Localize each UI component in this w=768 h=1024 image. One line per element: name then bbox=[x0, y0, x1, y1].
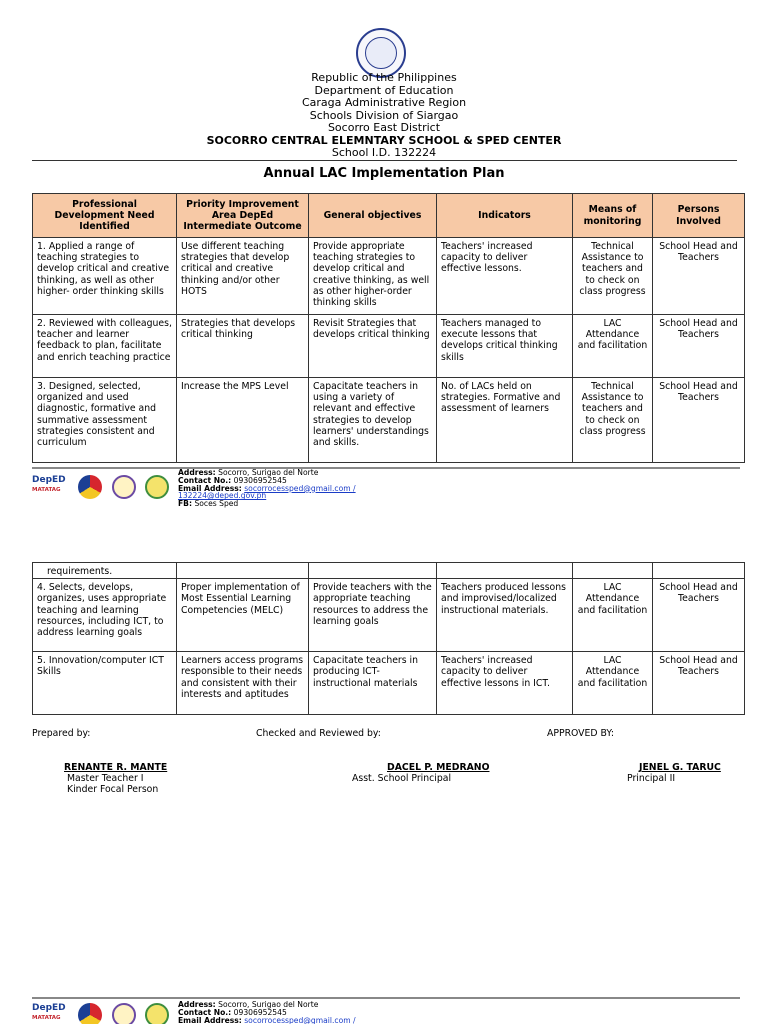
contact-label: Contact No.: bbox=[178, 475, 232, 485]
prepared-by-label: Prepared by: bbox=[32, 728, 91, 739]
cell-indicator: Teachers produced lessons and improvised/localized instructional materials. bbox=[437, 579, 573, 652]
cell-priority: Learners access programs responsible to their needs and consistent with their interests and aptitudes bbox=[177, 652, 309, 715]
page-footer bbox=[32, 467, 740, 513]
cell-monitoring: Technical Assistance to teachers and to check on class progress bbox=[573, 378, 653, 463]
cell-indicator: Teachers' increased capacity to deliver effective lessons in ICT. bbox=[437, 652, 573, 715]
header-line-republic: Republic of the Philippines bbox=[311, 71, 457, 84]
reviewer-block bbox=[352, 762, 489, 784]
contact-block bbox=[178, 469, 356, 508]
address-label: Address: bbox=[178, 468, 216, 477]
table-row bbox=[33, 563, 745, 579]
cell-objective: Capacitate teachers in producing ICT-instructional materials bbox=[309, 652, 437, 715]
page-footer-2 bbox=[32, 995, 740, 1024]
division-seal-logo bbox=[112, 1003, 136, 1024]
contact-label: Contact No.: bbox=[178, 1007, 232, 1017]
cell-need: 1. Applied a range of teaching strategies to develop critical and creative thinking, as well as other higher- order thinking skills bbox=[33, 238, 177, 315]
col-header-objectives: General objectives bbox=[309, 194, 437, 238]
cell-persons: School Head and Teachers bbox=[653, 315, 745, 378]
table-row bbox=[33, 238, 745, 315]
school-seal-logo bbox=[145, 1003, 169, 1024]
cell-indicator: Teachers managed to execute lessons that develops critical thinking skills bbox=[437, 315, 573, 378]
cell-priority: Strategies that develops critical thinking bbox=[177, 315, 309, 378]
fb-label: FB: bbox=[178, 499, 193, 509]
col-header-priority: Priority Improvement Area DepEd Intermediate Outcome bbox=[177, 194, 309, 238]
header-line-region: Caraga Administrative Region bbox=[301, 96, 467, 109]
cell-persons: School Head and Teachers bbox=[653, 579, 745, 652]
bagong-pilipinas-logo bbox=[78, 1003, 102, 1024]
lac-plan-table-continued bbox=[32, 562, 745, 715]
deped-wordmark: DepED bbox=[32, 475, 66, 485]
cell-monitoring: LAC Attendance and facilitation bbox=[573, 579, 653, 652]
table-row bbox=[33, 315, 745, 378]
header-line-district: Socorro East District bbox=[327, 121, 441, 134]
cell-objective: Provide teachers with the appropriate teaching resources to address the learning goals bbox=[309, 579, 437, 652]
table-row bbox=[33, 378, 745, 463]
cell-monitoring bbox=[573, 563, 653, 579]
page-title: Annual LAC Implementation Plan bbox=[263, 166, 505, 181]
cell-monitoring: LAC Attendance and facilitation bbox=[573, 652, 653, 715]
table-row bbox=[33, 652, 745, 715]
email-link-secondary[interactable]: 132224@deped.gov.ph bbox=[178, 491, 267, 501]
col-header-monitoring: Means of monitoring bbox=[573, 194, 653, 238]
address-value: Socorro, Surigao del Norte bbox=[218, 468, 319, 477]
col-header-need: Professional Development Need Identified bbox=[33, 194, 177, 238]
cell-priority: Increase the MPS Level bbox=[177, 378, 309, 463]
cell-monitoring: LAC Attendance and facilitation bbox=[573, 315, 653, 378]
cell-persons: School Head and Teachers bbox=[653, 378, 745, 463]
approver-name: JENEL G. TARUC bbox=[639, 762, 721, 773]
email-label: Email Address: bbox=[178, 483, 242, 493]
matatag-wordmark: MATATAG bbox=[32, 1015, 61, 1021]
contact-value: 09306952545 bbox=[233, 475, 287, 485]
address-value: Socorro, Surigao del Norte bbox=[218, 1000, 319, 1009]
header-divider bbox=[32, 160, 737, 161]
footer-divider bbox=[32, 997, 740, 999]
header-line-division: Schools Division of Siargao bbox=[309, 108, 459, 122]
deped-wordmark: DepED bbox=[32, 1003, 66, 1013]
address-label: Address: bbox=[178, 1000, 216, 1009]
email-link[interactable]: socorrocessped@gmail.com / bbox=[244, 1015, 356, 1024]
footer-divider bbox=[32, 467, 740, 469]
approver-position: Principal II bbox=[627, 773, 676, 784]
cell-priority: Proper implementation of Most Essential Learning Competencies (MELC) bbox=[177, 579, 309, 652]
email-label: Email Address: bbox=[178, 1015, 242, 1024]
cell-need: 5. Innovation/computer ICT Skills bbox=[33, 652, 177, 715]
preparer-position: Master Teacher I bbox=[67, 773, 144, 784]
reviewer-position: Asst. School Principal bbox=[352, 773, 452, 784]
lac-plan-table bbox=[32, 193, 745, 463]
approver-block bbox=[627, 762, 721, 784]
bagong-pilipinas-logo bbox=[78, 475, 102, 499]
cell-objective: Revisit Strategies that develops critical thinking bbox=[309, 315, 437, 378]
cell-indicator: Teachers' increased capacity to deliver effective lessons. bbox=[437, 238, 573, 315]
cell-objective: Capacitate teachers in using a variety of relevant and effective strategies to develop learners' understandings and skills. bbox=[309, 378, 437, 463]
approved-by-label: APPROVED BY: bbox=[547, 728, 614, 739]
reviewer-name: DACEL P. MEDRANO bbox=[387, 762, 490, 773]
cell-need: 4. Selects, develops, organizes, uses appropriate teaching and learning resources, including ICT, to address learning goals bbox=[33, 579, 177, 652]
division-seal-logo bbox=[112, 475, 136, 499]
cell-priority: Use different teaching strategies that develop critical and creative thinking and/or other HOTS bbox=[177, 238, 309, 315]
matatag-wordmark: MATATAG bbox=[32, 487, 61, 493]
cell-persons: School Head and Teachers bbox=[653, 238, 745, 315]
deped-matatag-logo bbox=[32, 475, 66, 499]
cell-need: 3. Designed, selected, organized and used diagnostic, formative and summative assessment strategies consistent and curriculum bbox=[33, 378, 177, 463]
cell-persons: School Head and Teachers bbox=[653, 652, 745, 715]
table-header-row bbox=[33, 194, 745, 238]
school-id: School I.D. 132224 bbox=[331, 146, 437, 159]
deped-matatag-logo bbox=[32, 1003, 66, 1024]
school-seal-logo bbox=[145, 475, 169, 499]
fb-value: Soces Sped bbox=[194, 499, 239, 509]
preparer-block bbox=[64, 762, 167, 795]
checked-by-label: Checked and Reviewed by: bbox=[256, 728, 381, 739]
contact-block bbox=[178, 1001, 356, 1024]
cell-indicator: No. of LACs held on strategies. Formative and assessment of learners bbox=[437, 378, 573, 463]
cell-objective: Provide appropriate teaching strategies to develop critical and creative thinking, as well as other higher-order thinking skills bbox=[309, 238, 437, 315]
cell-objective bbox=[309, 563, 437, 579]
cell-priority bbox=[177, 563, 309, 579]
letterhead bbox=[0, 72, 768, 160]
email-link[interactable]: socorrocessped@gmail.com / bbox=[244, 483, 356, 493]
header-line-department: Department of Education bbox=[314, 83, 454, 97]
school-name: SOCORRO CENTRAL ELEMNTARY SCHOOL & SPED CENTER bbox=[206, 133, 562, 147]
preparer-role: Kinder Focal Person bbox=[67, 784, 159, 795]
col-header-indicators: Indicators bbox=[437, 194, 573, 238]
cell-persons bbox=[653, 563, 745, 579]
cell-need: requirements. bbox=[33, 563, 177, 579]
cell-indicator bbox=[437, 563, 573, 579]
col-header-persons: Persons Involved bbox=[653, 194, 745, 238]
preparer-name: RENANTE R. MANTE bbox=[64, 762, 168, 773]
cell-monitoring: Technical Assistance to teachers and to check on class progress bbox=[573, 238, 653, 315]
contact-value: 09306952545 bbox=[233, 1007, 287, 1017]
table-row bbox=[33, 579, 745, 652]
cell-need: 2. Reviewed with colleagues, teacher and learner feedback to plan, facilitate and enrich teaching practice bbox=[33, 315, 177, 378]
